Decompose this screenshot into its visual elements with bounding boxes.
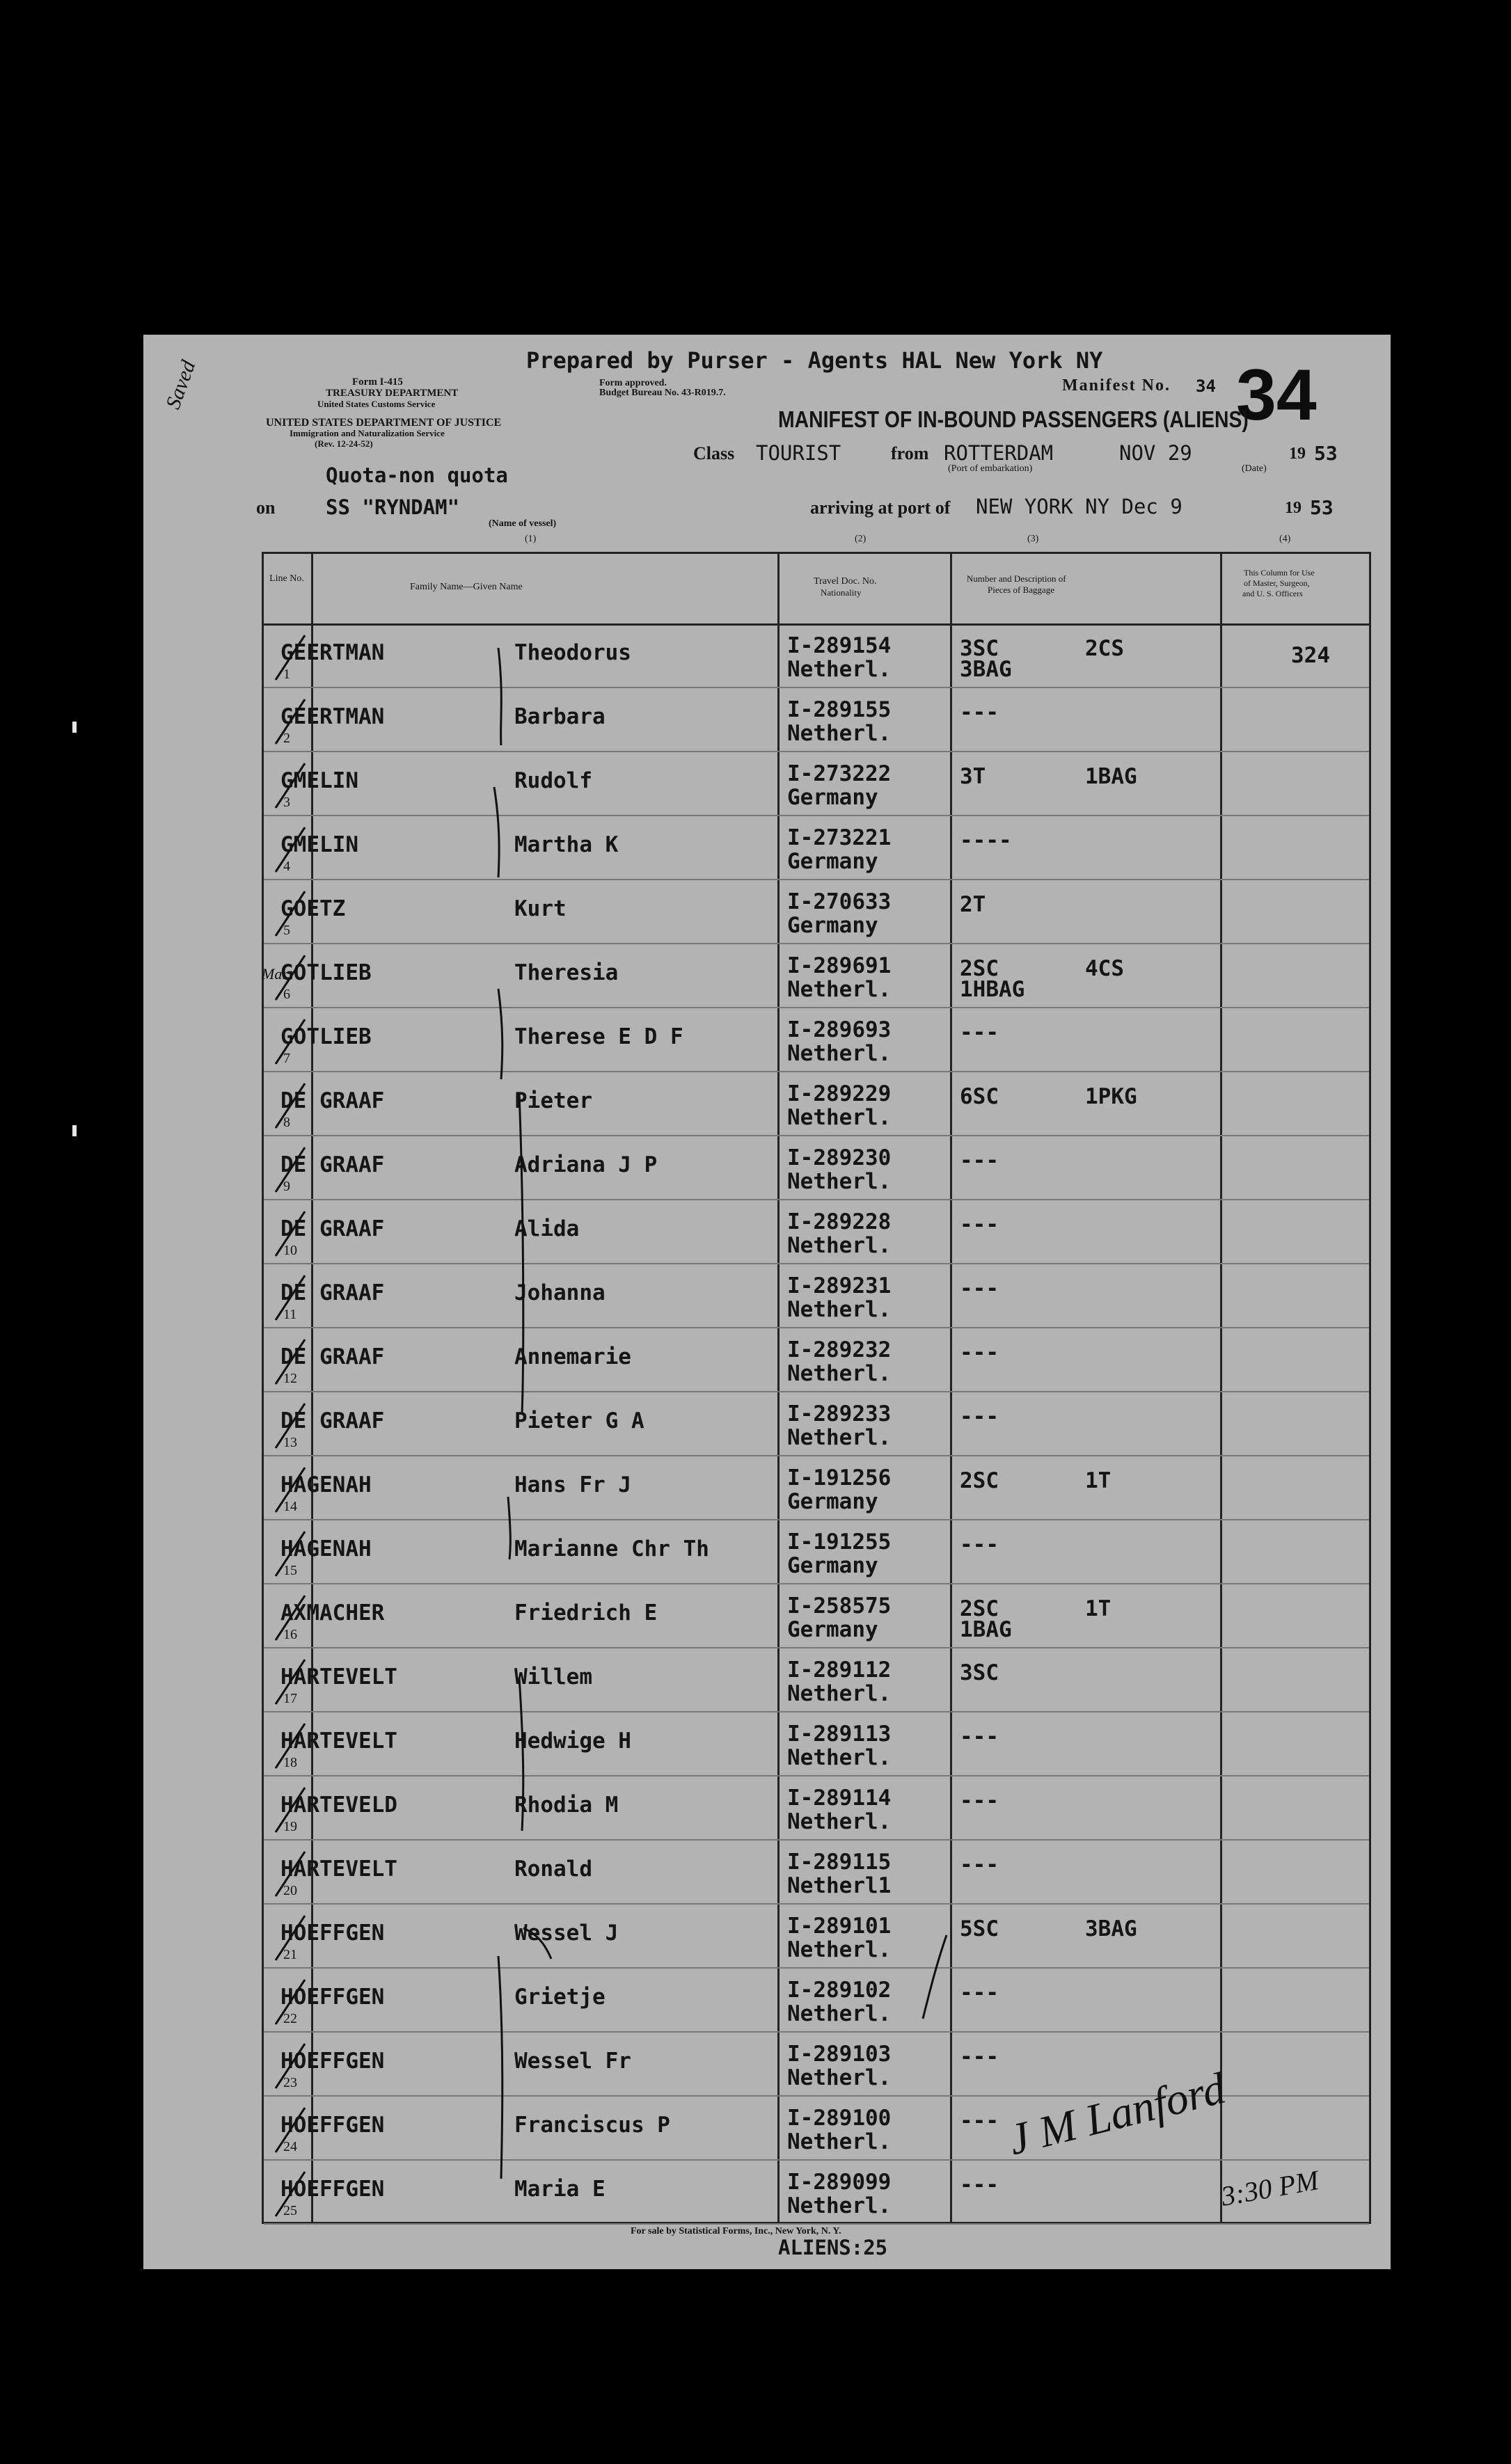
line-number: 5 [283, 923, 290, 938]
line-number: 8 [283, 1115, 290, 1130]
baggage-1: 2SC [960, 1596, 999, 1621]
line-number: 17 [283, 1691, 297, 1706]
nationality: Germany [787, 785, 878, 810]
margin-note: Mar [262, 965, 288, 983]
nationality: Netherl. [787, 1425, 892, 1450]
given-name: Hedwige H [514, 1728, 631, 1754]
column-number: (4) [1279, 534, 1291, 544]
check-mark [276, 699, 305, 744]
nationality: Netherl. [787, 1041, 892, 1066]
baggage-1: 2SC [960, 956, 999, 981]
travel-doc: I-289155 [787, 697, 892, 722]
nationality: Netherl. [787, 2193, 892, 2218]
baggage-1: --- [960, 1148, 999, 1173]
baggage-1: --- [960, 1404, 999, 1429]
family-name: DE GRAAF [280, 1216, 385, 1241]
column-number: (2) [855, 534, 867, 544]
port-embarkation: ROTTERDAM [944, 441, 1054, 465]
line-number: 2 [283, 731, 290, 746]
baggage-1: --- [960, 1276, 999, 1301]
family-name: HOEFFGEN [280, 1921, 385, 1946]
year-prefix: 19 [1289, 445, 1306, 463]
baggage-1: --- [960, 1212, 999, 1237]
baggage-2: 3BAG [1085, 1916, 1137, 1941]
travel-doc: I-191255 [787, 1529, 892, 1555]
line-number: 25 [283, 2203, 297, 2218]
nationality: Netherl. [787, 1169, 892, 1194]
check-mark [276, 1340, 305, 1384]
rev-label: (Rev. 12-24-52) [315, 438, 373, 449]
nationality: Netherl. [787, 1297, 892, 1322]
check-mark [276, 2172, 305, 2216]
check-marks [143, 335, 1391, 2269]
travel-doc: I-270633 [787, 889, 892, 914]
family-name: HAGENAH [280, 1472, 372, 1497]
baggage-3: 1HBAG [960, 977, 1025, 1002]
nationality: Netherl. [787, 1745, 892, 1770]
family-name: AXMACHER [280, 1600, 385, 1626]
line-number: 16 [283, 1627, 297, 1642]
travel-doc: I-273222 [787, 761, 892, 786]
baggage-1: --- [960, 1340, 999, 1365]
travel-doc: I-289101 [787, 1914, 892, 1939]
line-number: 12 [283, 1371, 297, 1386]
family-name: GMELIN [280, 832, 358, 857]
travel-doc: I-289693 [787, 1017, 892, 1042]
nationality: Netherl. [787, 2065, 892, 2090]
travel-doc: I-289691 [787, 953, 892, 978]
customs-label: United States Customs Service [317, 399, 436, 409]
sale-note: For sale by Statistical Forms, Inc., New York, N. Y. [631, 2226, 841, 2236]
line-number: 23 [283, 2075, 297, 2090]
line-number: 11 [283, 1307, 297, 1322]
check-mark [276, 827, 305, 872]
check-mark [276, 1468, 305, 1512]
from-label: from [891, 443, 929, 463]
nationality: Germany [787, 1489, 878, 1514]
travel-doc: I-191256 [787, 1465, 892, 1491]
line-number: 6 [283, 987, 290, 1002]
family-name: GEERTMAN [280, 640, 385, 665]
baggage-1: --- [960, 2108, 999, 2133]
given-name: Maria E [514, 2177, 606, 2202]
quota-line: Quota-non quota [326, 463, 508, 487]
nationality: Germany [787, 913, 878, 938]
baggage-1: --- [960, 2172, 999, 2197]
given-name: Barbara [514, 704, 606, 729]
travel-doc: I-289231 [787, 1273, 892, 1298]
check-mark [276, 1916, 305, 1960]
travel-doc: I-289232 [787, 1337, 892, 1362]
officers-header-2: of Master, Surgeon, [1244, 578, 1310, 588]
baggage-1: --- [960, 700, 999, 725]
check-mark [276, 763, 305, 808]
given-name: Theodorus [514, 640, 631, 665]
baggage-2: 1T [1085, 1468, 1112, 1493]
travel-doc: I-289114 [787, 1786, 892, 1811]
line-number: 18 [283, 1755, 297, 1770]
check-mark [276, 1404, 305, 1448]
given-name: Marianne Chr Th [514, 1536, 709, 1561]
family-name: DE GRAAF [280, 1280, 385, 1305]
nationality: Germany [787, 1617, 878, 1642]
treasury-label: TREASURY DEPARTMENT [326, 388, 459, 399]
check-mark [276, 1788, 305, 1832]
given-name: Theresia [514, 960, 619, 985]
class-value: TOURIST [756, 441, 841, 465]
check-mark [276, 1980, 305, 2024]
on-label: on [256, 498, 276, 518]
travel-doc: I-273221 [787, 825, 892, 850]
budget-bureau: Budget Bureau No. 43-R019.7. [599, 388, 726, 398]
binder-mark [72, 722, 77, 733]
family-name: HOEFFGEN [280, 1985, 385, 2010]
nationality: Netherl. [787, 2001, 892, 2026]
nationality: Netherl. [787, 1809, 892, 1834]
family-name: GOTLIEB [280, 1024, 372, 1049]
baggage-1: 3T [960, 764, 986, 789]
check-mark [276, 1147, 305, 1192]
binder-mark [72, 1125, 77, 1136]
check-mark [276, 2044, 305, 2088]
line-number: 13 [283, 1435, 297, 1450]
nationality: Netherl. [787, 1105, 892, 1130]
aliens-count: ALIENS:25 [778, 2236, 888, 2259]
baggage-2: 4CS [1085, 956, 1124, 981]
baggage-header: Number and Description of [967, 573, 1066, 584]
family-name: DE GRAAF [280, 1408, 385, 1433]
family-name: GEERTMAN [280, 704, 385, 729]
arrival-port: NEW YORK NY Dec 9 [976, 495, 1182, 518]
given-name: Hans Fr J [514, 1472, 631, 1497]
column-number: (3) [1027, 534, 1039, 544]
given-name: Wessel J [514, 1921, 619, 1946]
nationality: Netherl. [787, 1233, 892, 1258]
line-number: 22 [283, 2011, 297, 2026]
baggage-1: 6SC [960, 1084, 999, 1109]
travel-doc: I-289230 [787, 1145, 892, 1170]
line-number: 7 [283, 1051, 290, 1066]
family-name: HARTEVELT [280, 1728, 397, 1754]
baggage-1: 5SC [960, 1916, 999, 1941]
line-number: 24 [283, 2139, 297, 2154]
baggage-1: --- [960, 1788, 999, 1813]
line-number: 1 [283, 667, 290, 682]
officer-note: 324 [1291, 643, 1330, 668]
given-name: Friedrich E [514, 1600, 658, 1626]
vessel-name: SS "RYNDAM" [326, 495, 460, 519]
check-mark [276, 1596, 305, 1640]
margin-stamp: Saved [161, 357, 200, 413]
baggage-2: 1PKG [1085, 1084, 1137, 1109]
check-mark [276, 2108, 305, 2152]
check-mark [276, 635, 305, 680]
signature: J M Lanford [1004, 2062, 1231, 2165]
time-note: 3:30 PM [1219, 2164, 1321, 2212]
given-name: Adriana J P [514, 1152, 658, 1177]
travel-doc: I-289154 [787, 633, 892, 658]
travel-doc: I-258575 [787, 1593, 892, 1619]
baggage-1: 2SC [960, 1468, 999, 1493]
given-name: Alida [514, 1216, 580, 1241]
check-mark [276, 1211, 305, 1256]
family-name: DE GRAAF [280, 1088, 385, 1113]
given-name: Therese E D F [514, 1024, 683, 1049]
travel-doc: I-289103 [787, 2042, 892, 2067]
family-name: HOEFFGEN [280, 2049, 385, 2074]
nationality: Netherl. [787, 1681, 892, 1706]
family-name: HAGENAH [280, 1536, 372, 1561]
manifest-title: MANIFEST OF IN-BOUND PASSENGERS (ALIENS) [778, 406, 1249, 432]
line-number: 3 [283, 795, 290, 810]
manifest-no-small: 34 [1196, 376, 1216, 396]
family-name: DE GRAAF [280, 1344, 385, 1369]
name-header: Family Name—Given Name [410, 582, 523, 592]
nationality-header: Nationality [821, 587, 862, 598]
officers-header: This Column for Use [1244, 568, 1315, 578]
nationality: Netherl1 [787, 1873, 892, 1898]
travel-doc: I-289233 [787, 1401, 892, 1426]
given-name: Kurt [514, 896, 567, 921]
family-name: DE GRAAF [280, 1152, 385, 1177]
check-mark [276, 1083, 305, 1128]
line-no-header: Line No. [269, 573, 304, 584]
given-name: Annemarie [514, 1344, 631, 1369]
given-name: Johanna [514, 1280, 606, 1305]
nationality: Netherl. [787, 977, 892, 1002]
given-name: Pieter [514, 1088, 592, 1113]
officers-header-3: and U. S. Officers [1242, 589, 1303, 598]
embark-date: NOV 29 [1119, 441, 1192, 465]
baggage-3: 3BAG [960, 657, 1012, 682]
family-name: HARTEVELT [280, 1664, 397, 1690]
line-number: 19 [283, 1819, 297, 1834]
given-name: Franciscus P [514, 2113, 670, 2138]
line-number: 14 [283, 1499, 297, 1514]
check-mark [276, 1019, 305, 1064]
arriving-label: arriving at port of [810, 498, 951, 518]
family-name: GOTLIEB [280, 960, 372, 985]
manifest-no-label: Manifest No. [1062, 376, 1171, 395]
travel-doc: I-289228 [787, 1209, 892, 1234]
baggage-1: --- [960, 1852, 999, 1877]
nationality: Netherl. [787, 1937, 892, 1962]
baggage-2: 1BAG [1085, 764, 1137, 789]
form-approved: Form approved. [599, 378, 667, 388]
purser-line: Prepared by Purser - Agents HAL New York NY [526, 347, 1103, 374]
given-name: Rhodia M [514, 1793, 619, 1818]
baggage-1: --- [960, 1724, 999, 1749]
travel-doc: I-289100 [787, 2106, 892, 2131]
check-mark [276, 1660, 305, 1704]
baggage-1: --- [960, 1532, 999, 1557]
port-caption: (Port of embarkation) [948, 463, 1033, 474]
family-name: HARTEVELT [280, 1857, 397, 1882]
given-name: Grietje [514, 1985, 606, 2010]
baggage-1: 3SC [960, 1660, 999, 1685]
family-name: HOEFFGEN [280, 2113, 385, 2138]
column-number: (1) [525, 534, 537, 544]
nationality: Netherl. [787, 721, 892, 746]
travel-doc: I-289113 [787, 1722, 892, 1747]
line-number: 20 [283, 1883, 297, 1898]
line-number: 21 [283, 1947, 297, 1962]
nationality: Netherl. [787, 657, 892, 682]
doj-label: UNITED STATES DEPARTMENT OF JUSTICE [266, 417, 502, 429]
line-number: 15 [283, 1563, 297, 1578]
travel-doc: I-289112 [787, 1658, 892, 1683]
baggage-1: 2T [960, 892, 986, 917]
given-name: Wessel Fr [514, 2049, 631, 2074]
given-name: Martha K [514, 832, 619, 857]
nationality: Germany [787, 849, 878, 874]
check-mark [276, 891, 305, 936]
nationality: Netherl. [787, 1361, 892, 1386]
travel-doc-header: Travel Doc. No. [814, 576, 877, 587]
class-label: Class [693, 443, 735, 463]
baggage-header-2: Pieces of Baggage [988, 585, 1055, 595]
given-name: Ronald [514, 1857, 592, 1882]
family-name: HARTEVELD [280, 1793, 397, 1818]
check-mark [276, 1852, 305, 1896]
vessel-caption: (Name of vessel) [489, 518, 557, 529]
nationality: Netherl. [787, 2129, 892, 2154]
baggage-3: 1BAG [960, 1617, 1012, 1642]
year-suffix-2: 53 [1310, 496, 1334, 519]
travel-doc: I-289102 [787, 1978, 892, 2003]
ins-label: Immigration and Naturalization Service [290, 428, 445, 438]
travel-doc: I-289099 [787, 2170, 892, 2195]
baggage-1: ---- [960, 828, 1012, 853]
year-prefix-2: 19 [1285, 499, 1302, 517]
given-name: Rudolf [514, 768, 592, 793]
baggage-2: 2CS [1085, 636, 1124, 661]
line-number: 9 [283, 1179, 290, 1194]
family-name: GOETZ [280, 896, 346, 921]
check-mark [276, 1532, 305, 1576]
family-name: HOEFFGEN [280, 2177, 385, 2202]
baggage-1: --- [960, 1980, 999, 2005]
manifest-sheet [143, 335, 1391, 2269]
line-number: 4 [283, 859, 290, 874]
manifest-no-stamp: 34 [1236, 355, 1317, 436]
baggage-1: --- [960, 1020, 999, 1045]
form-number: Form I-415 [352, 376, 403, 388]
travel-doc: I-289115 [787, 1850, 892, 1875]
baggage-1: --- [960, 2044, 999, 2069]
family-name: GMELIN [280, 768, 358, 793]
baggage-2: 1T [1085, 1596, 1112, 1621]
baggage-1: 3SC [960, 636, 999, 661]
line-number: 10 [283, 1243, 297, 1258]
check-mark [276, 955, 305, 1000]
check-mark [276, 1275, 305, 1320]
date-caption: (Date) [1242, 463, 1267, 474]
given-name: Pieter G A [514, 1408, 644, 1433]
nationality: Germany [787, 1553, 878, 1578]
given-name: Willem [514, 1664, 592, 1690]
year-suffix: 53 [1314, 442, 1338, 465]
travel-doc: I-289229 [787, 1081, 892, 1106]
check-mark [276, 1724, 305, 1768]
